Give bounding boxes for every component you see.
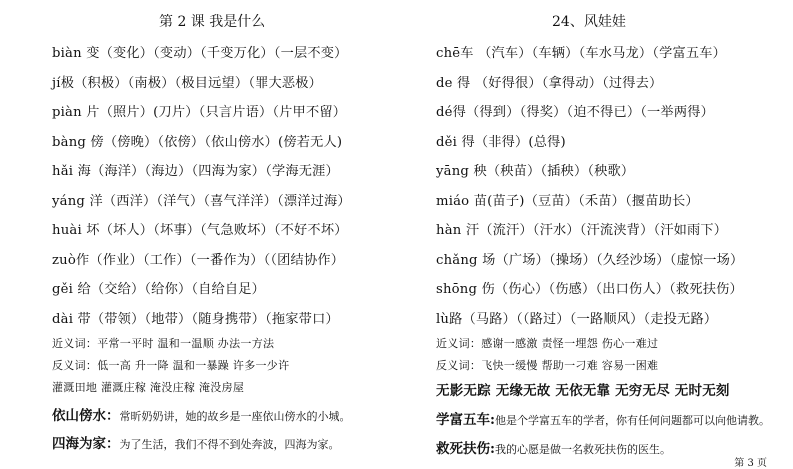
- idiom-term: 四海为家：: [52, 436, 120, 452]
- synonyms-line: 近义词：平常一平时 温和一温顺 办法一方法: [52, 337, 275, 350]
- idiom-list: 无影无踪 无缘无故 无依无靠 无穷无尽 无时无刻: [436, 383, 730, 399]
- idiom-example: [52, 432, 340, 452]
- page-number: 第 3 页: [734, 458, 767, 469]
- idiom-term: 依山傍水：: [52, 408, 120, 424]
- idiom-term: 救死扶伤:: [436, 441, 495, 457]
- vocab-line: lù路（马路）（（路过）（一路顺风）（走投无路）: [436, 312, 718, 327]
- vocab-line: piàn 片（照片）(刀片）（只言片语）（片甲不留）: [52, 105, 347, 120]
- phrases-line: 灌溉田地 灌溉庄稼 淹没庄稼 淹没房屋: [52, 381, 245, 394]
- vocab-line: dé得（得到）（得奖）（迫不得已）（一举两得）: [436, 105, 714, 120]
- synonyms-line: 近义词：感谢一感激 责怪一埋怨 伤心一难过: [436, 337, 659, 350]
- idiom-example: [436, 437, 671, 457]
- lesson-title-right: 24、风娃娃: [552, 14, 626, 30]
- antonyms-line: 反义词：低一高 升一降 温和一暴躁 许多一少许: [52, 359, 290, 372]
- vocab-line: biàn 变（变化）（变动）（千变万化）（一层不变）: [52, 46, 348, 61]
- vocab-line: jí极（积极）（南极）（极目远望）（罪大恶极）: [52, 76, 323, 91]
- vocab-line: shōng 伤（伤心）（伤感）（出口伤人）（救死扶伤）: [436, 282, 743, 297]
- idiom-example: [52, 404, 351, 424]
- idiom-term: 学富五车:: [436, 412, 495, 428]
- vocab-line: hàn 汗（流汗）（汗水）（汗流浃背）（汗如雨下）: [436, 223, 728, 238]
- vocab-line: dài 带（带领）（地带）（随身携带）（拖家带口）: [52, 312, 339, 327]
- vocab-line: gěi 给（交给）（给你）（自给自足）: [52, 282, 266, 297]
- vocab-line: de 得 （好得很）（拿得动）（过得去）: [436, 76, 663, 91]
- lesson-title-left: 第 2 课 我是什么: [159, 14, 266, 30]
- vocab-line: huài 坏（坏人）（坏事）（气急败坏）（不好不坏）: [52, 223, 348, 238]
- vocab-line: zuò作（作业）（工作）（一番作为）（（团结协作）: [52, 253, 345, 268]
- vocab-line: yāng 秧（秧苗）（插秧）（秧歌）: [436, 164, 635, 179]
- vocab-line: chǎng 场（广场）（操场）（久经沙场）（虚惊一场）: [436, 253, 744, 268]
- idiom-example: [436, 408, 770, 428]
- vocab-line: děi 得（非得）(总得): [436, 135, 566, 150]
- idiom-sentence: 为了生活，我们不得不到处奔波，四海为家。: [119, 438, 340, 451]
- vocab-line: hǎi 海（海洋）（海边）（四海为家）（学海无涯）: [52, 164, 339, 179]
- idiom-sentence: 常昕奶奶讲，她的故乡是一座依山傍水的小城。: [119, 410, 351, 423]
- idiom-sentence: 他是个学富五车的学者，你有任何问题都可以向他请教。: [494, 414, 770, 427]
- antonyms-line: 反义词：飞快一缓慢 帮助一刁难 容易一困难: [436, 359, 659, 372]
- idiom-sentence: 我的心愿是做一名救死扶伤的医生。: [494, 443, 671, 456]
- vocab-line: yáng 洋（西洋）（洋气）（喜气洋洋）（漂洋过海）: [52, 194, 351, 209]
- vocab-line: bàng 傍（傍晚）（依傍）（依山傍水）(傍若无人): [52, 135, 343, 150]
- vocab-line: chē车 （汽车）（车辆）（车水马龙）（学富五车）: [436, 46, 727, 61]
- vocab-line: miáo 苗(苗子)（豆苗）（禾苗）（揠苗助长）: [436, 194, 699, 209]
